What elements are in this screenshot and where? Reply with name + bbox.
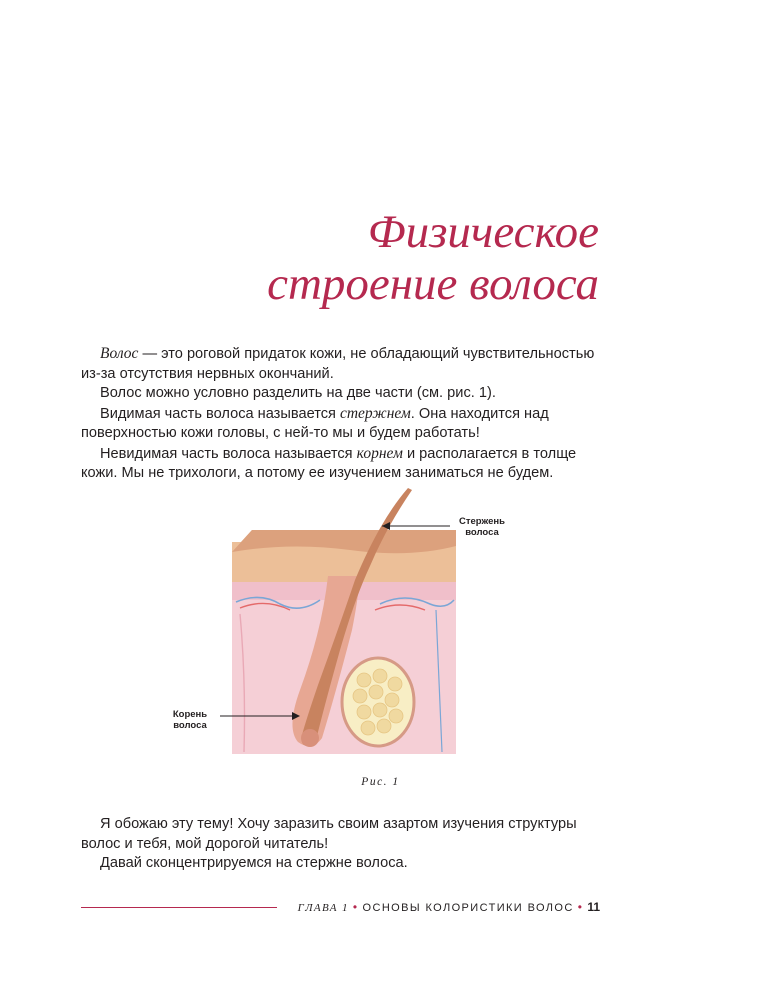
figure-caption: Рис. 1: [361, 776, 400, 788]
footer-dot-1: •: [352, 900, 359, 914]
label-hair-root: [160, 709, 220, 731]
term-shaft: стержнем: [339, 404, 411, 422]
term-hair: Волос: [100, 345, 139, 362]
label-shaft-line-1: Стержень: [459, 516, 505, 527]
label-shaft-line-2: волоса: [465, 527, 499, 538]
outro-paragraph-1: Я обожаю эту тему! Хочу заразить своим азартом изучения структуры волос и тебя, мой дорогой читатель!: [81, 816, 577, 852]
page-footer: [81, 898, 600, 918]
page-number: 11: [587, 900, 600, 914]
footer-dot-2: •: [577, 900, 584, 914]
intro-p3-pre: Видимая часть волоса называется: [100, 405, 340, 422]
intro-p4-pre: Невидимая часть волоса называется: [100, 445, 357, 462]
label-root-line-1: Корень: [172, 709, 208, 720]
title-line-1: Физическое: [367, 206, 599, 258]
intro-paragraph-1: [81, 344, 599, 384]
term-root: корнем: [356, 444, 403, 462]
hair-structure-figure: [150, 480, 530, 765]
label-hair-shaft: [447, 516, 517, 538]
footer-chapter: ГЛАВА 1: [297, 902, 349, 914]
intro-paragraph-4: [81, 444, 599, 484]
page-title: [267, 206, 599, 310]
intro-p3-rest: . Она находится над поверхностью кожи головы, с ней-то мы и будем работать!: [81, 405, 549, 441]
intro-p1-text: — это роговой придаток кожи, не обладающий чувствительностью из-за отсутствия нервных окончаний.: [81, 346, 595, 382]
intro-paragraph-3: [81, 404, 599, 444]
intro-text: [81, 344, 599, 484]
outro-paragraph-2: Давай сконцентрируемся на стержне волоса.: [100, 855, 408, 871]
title-line-2: строение волоса: [267, 258, 599, 310]
footer-rule: [81, 907, 277, 908]
running-footer: [298, 899, 600, 916]
label-root-line-2: волоса: [173, 720, 207, 731]
hair-bulb: [301, 729, 319, 747]
intro-paragraph-2: Волос можно условно разделить на две части (см. рис. 1).: [100, 385, 496, 401]
footer-section: ОСНОВЫ КОЛОРИСТИКИ ВОЛОС: [362, 902, 574, 914]
intro-p4-rest: и располагается в толще кожи. Мы не трихологи, а потому ее изучением заниматься не будем.: [81, 445, 577, 481]
outro-text: [81, 815, 599, 874]
